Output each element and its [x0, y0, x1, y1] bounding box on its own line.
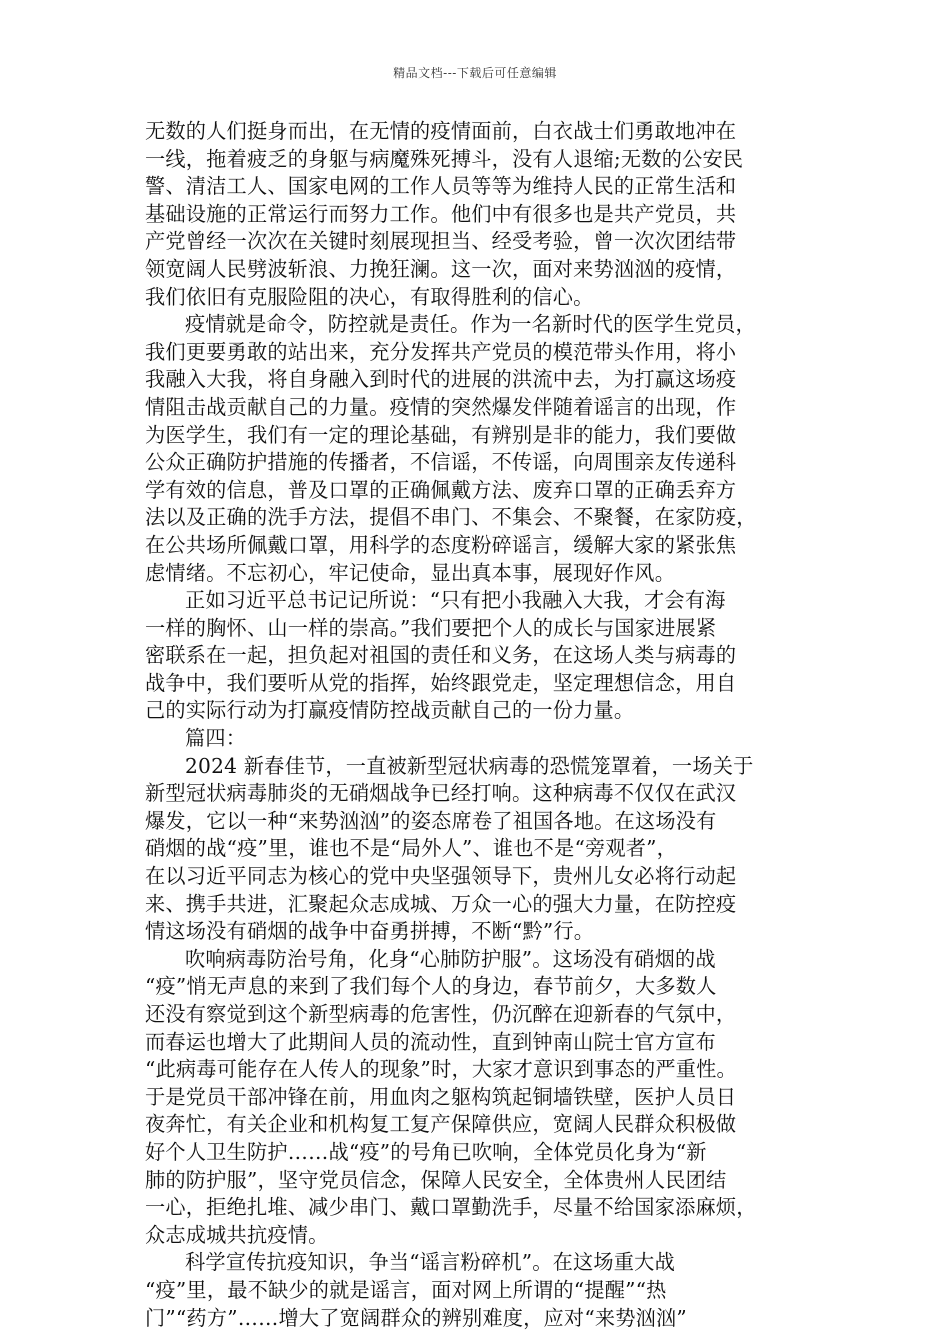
text-line: 新型冠状病毒肺炎的无硝烟战争已经打响。这种病毒不仅仅在武汉	[145, 781, 737, 806]
text-line: 在公共场所佩戴口罩，用科学的态度粉碎谣言，缓解大家的紧张焦	[145, 532, 737, 557]
text-line: “疫”里，最不缺少的就是谣言，面对网上所谓的“提醒”“热	[145, 1277, 667, 1302]
text-line: 夜奔忙，有关企业和机构复工复产保障供应，宽阔人民群众积极做	[145, 1112, 737, 1137]
text-line: 一心，拒绝扎堆、减少串门、戴口罩勤洗手，尽量不给国家添麻烦，	[145, 1195, 757, 1220]
text-line: 篇四：	[185, 726, 247, 751]
text-line: 来、携手共进，汇聚起众志成城、万众一心的强大力量，在防控疫	[145, 891, 737, 916]
text-line: 公众正确防护措施的传播者，不信谣，不传谣，向周围亲友传递科	[145, 450, 737, 475]
text-line: 而春运也增大了此期间人员的流动性，直到钟南山院士官方宣布	[145, 1029, 716, 1054]
text-line: 爆发，它以一种“来势汹汹”的姿态席卷了祖国各地。在这场没有	[145, 808, 717, 833]
text-line: 吹响病毒防治号角，化身“心肺防护服”。这场没有硝烟的战	[185, 946, 716, 971]
text-line: 情阻击战贡献自己的力量。疫情的突然爆发伴随着谣言的出现，作	[145, 394, 737, 419]
text-line: 一样的胸怀、山一样的崇高。”我们要把个人的成长与国家进展紧	[145, 615, 717, 640]
text-line: 警、清洁工人、国家电网的工作人员等等为维持人民的正常生活和	[145, 174, 737, 199]
text-line: 基础设施的正常运行而努力工作。他们中有很多也是共产党员，共	[145, 201, 737, 226]
text-line: 产党曾经一次次在关键时刻展现担当、经受考验，曾一次次团结带	[145, 229, 737, 254]
text-line: 无数的人们挺身而出，在无情的疫情面前，白衣战士们勇敢地冲在	[145, 119, 737, 143]
text-line: 众志成城共抗疫情。	[145, 1222, 329, 1247]
text-line: 还没有察觉到这个新型病毒的危害性，仍沉醉在迎新春的气氛中，	[145, 1002, 737, 1026]
text-line: 法以及正确的洗手方法，提倡不串门、不集会、不聚餐，在家防疫，	[145, 505, 757, 530]
text-line: 硝烟的战“疫”里，谁也不是“局外人”、谁也不是“旁观者”，	[145, 836, 678, 861]
document-body	[145, 118, 810, 1332]
text-line: 科学宣传抗疫知识，争当“谣言粉碎机”。在这场重大战	[185, 1250, 675, 1275]
text-line: “此病毒可能存在人传人的现象”时，大家才意识到事态的严重性。	[145, 1057, 737, 1082]
page-header: 精品文档---下载后可任意编辑	[393, 66, 557, 80]
text-line: 门”“药方”……增大了宽阔群众的辨别难度，应对“来势汹汹”	[145, 1305, 687, 1330]
text-line: 为医学生，我们有一定的理论基础，有辨别是非的能力，我们要做	[145, 422, 737, 447]
text-line: 在以习近平同志为核心的党中央坚强领导下，贵州儿女必将行动起	[145, 864, 737, 889]
text-line: 疫情就是命令，防控就是责任。作为一名新时代的医学生党员，	[185, 312, 756, 337]
text-line: 情这场没有硝烟的战争中奋勇拼搏，不断“黔”行。	[145, 919, 595, 944]
text-line: 我融入大我，将自身融入到时代的进展的洪流中去，为打赢这场疫	[145, 367, 737, 392]
text-line: 一线，拖着疲乏的身躯与病魔殊死搏斗，没有人退缩;无数的公安民	[145, 146, 744, 171]
text-line: 肺的防护服”，坚守党员信念，保障人民安全，全体贵州人民团结	[145, 1167, 727, 1192]
text-line: 己的实际行动为打赢疫情防控战贡献自己的一份力量。	[145, 698, 635, 723]
text-line: 战争中，我们要听从党的指挥，始终跟党走，坚定理想信念，用自	[145, 670, 737, 695]
text-line: 我们依旧有克服险阻的决心，有取得胜利的信心。	[145, 284, 594, 309]
text-line: “疫”悄无声息的来到了我们每个人的身边，春节前夕，大多数人	[145, 974, 717, 999]
text-line: 学有效的信息，普及口罩的正确佩戴方法、废弃口罩的正确丢弃方	[145, 477, 737, 502]
text-line: 于是党员干部冲锋在前，用血肉之躯构筑起铜墙铁壁，医护人员日	[145, 1084, 737, 1109]
text-line: 好个人卫生防护……战“疫”的号角已吹响，全体党员化身为“新	[145, 1139, 707, 1164]
text-line: 密联系在一起，担负起对祖国的责任和义务，在这场人类与病毒的	[145, 643, 737, 668]
text-line: 2024 新春佳节，一直被新型冠状病毒的恐慌笼罩着，一场关于	[185, 753, 754, 778]
text-line: 虑情绪。不忘初心，牢记使命，显出真本事，展现好作风。	[145, 560, 676, 585]
text-line: 领宽阔人民劈波斩浪、力挽狂澜。这一次，面对来势汹汹的疫情，	[145, 256, 737, 281]
text-line: 我们更要勇敢的站出来，充分发挥共产党员的模范带头作用，将小	[145, 339, 737, 364]
text-line: 正如习近平总书记记所说：“只有把小我融入大我，才会有海	[185, 588, 726, 613]
